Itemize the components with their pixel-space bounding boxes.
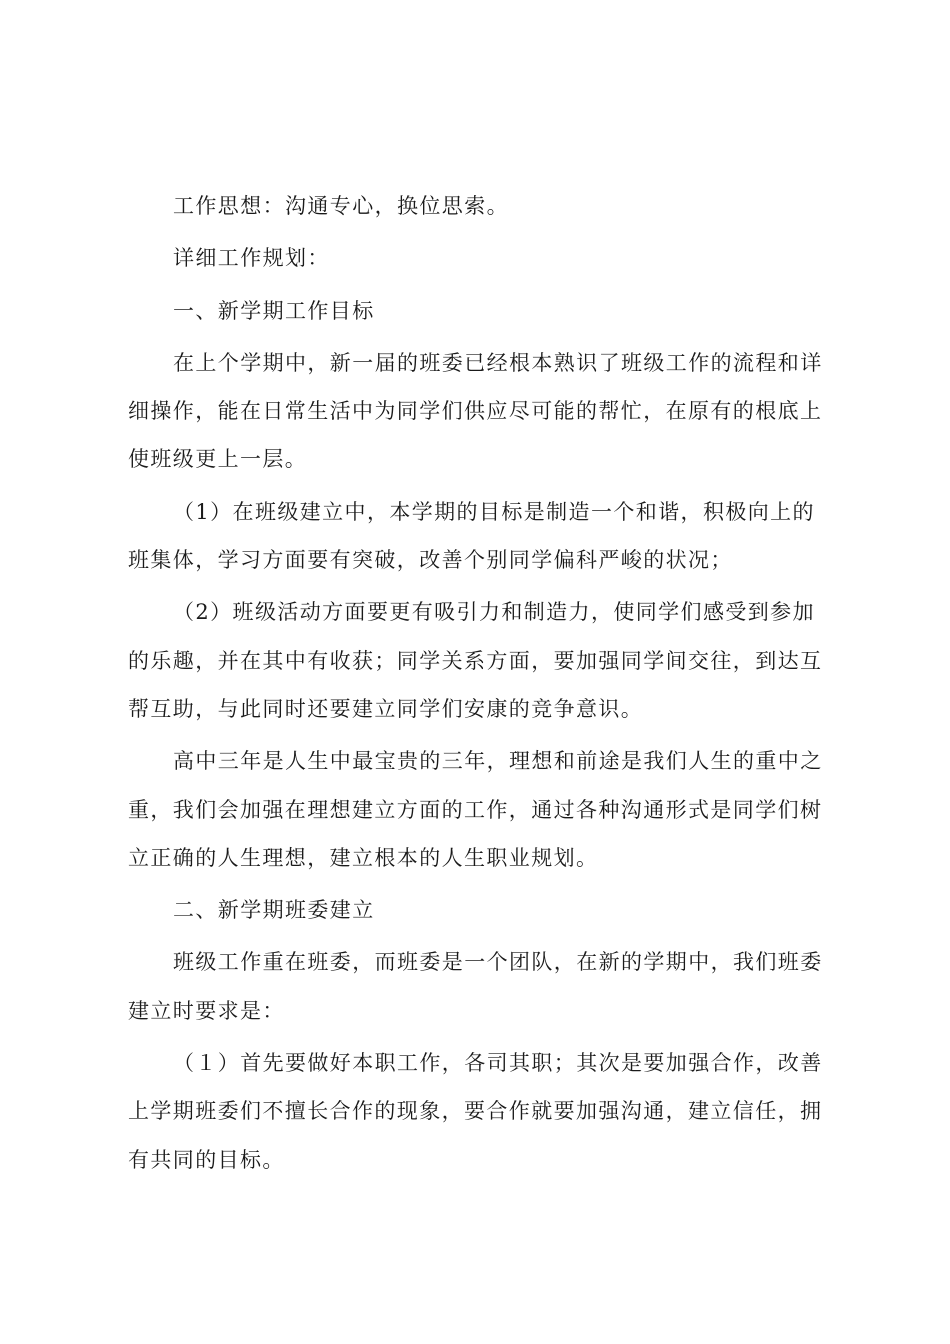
section-heading-committee: 二、新学期班委建立 [173,898,375,923]
paragraph-high-school: 高中三年是人生中最宝贵的三年，理想和前途是我们人生的重中之重，我们会加强在理想建立方面的工作，通过各种沟通形式是同学们树立正确的人生理想，建立根本的人生职业规划。 [128,749,823,870]
paragraph-plan-heading: 详细工作规划： [173,246,330,271]
document-body [128,182,832,1188]
paragraph-last-semester: 在上个学期中，新一届的班委已经根本熟识了班级工作的流程和详细操作，能在日常生活中为同学们供应尽可能的帮忙，在原有的根底上使班级更上一层。 [128,350,823,472]
section-heading-goals: 一、新学期工作目标 [173,298,375,323]
paragraph-goal-2: （2）班级活动方面要更有吸引力和制造力，使同学们感受到参加的乐趣，并在其中有收获；同学关系方面，要加强同学间交往，到达互帮互助，与此同时还要建立同学们安康的竞争意识。 [128,600,823,721]
paragraph-work-idea: 工作思想：沟通专心，换位思索。 [173,194,509,218]
paragraph-goal-1: （1）在班级建立中，本学期的目标是制造一个和谐，积极向上的班集体，学习方面要有突破，改善个别同学偏科严峻的状况； [128,499,815,573]
paragraph-committee-1: （１）首先要做好本职工作，各司其职；其次是要加强合作，改善上学期班委们不擅长合作的现象，要合作就要加强沟通，建立信任，拥有共同的目标。 [128,1051,823,1172]
paragraph-committee-intro: 班级工作重在班委，而班委是一个团队，在新的学期中，我们班委建立时要求是： [128,950,823,1023]
